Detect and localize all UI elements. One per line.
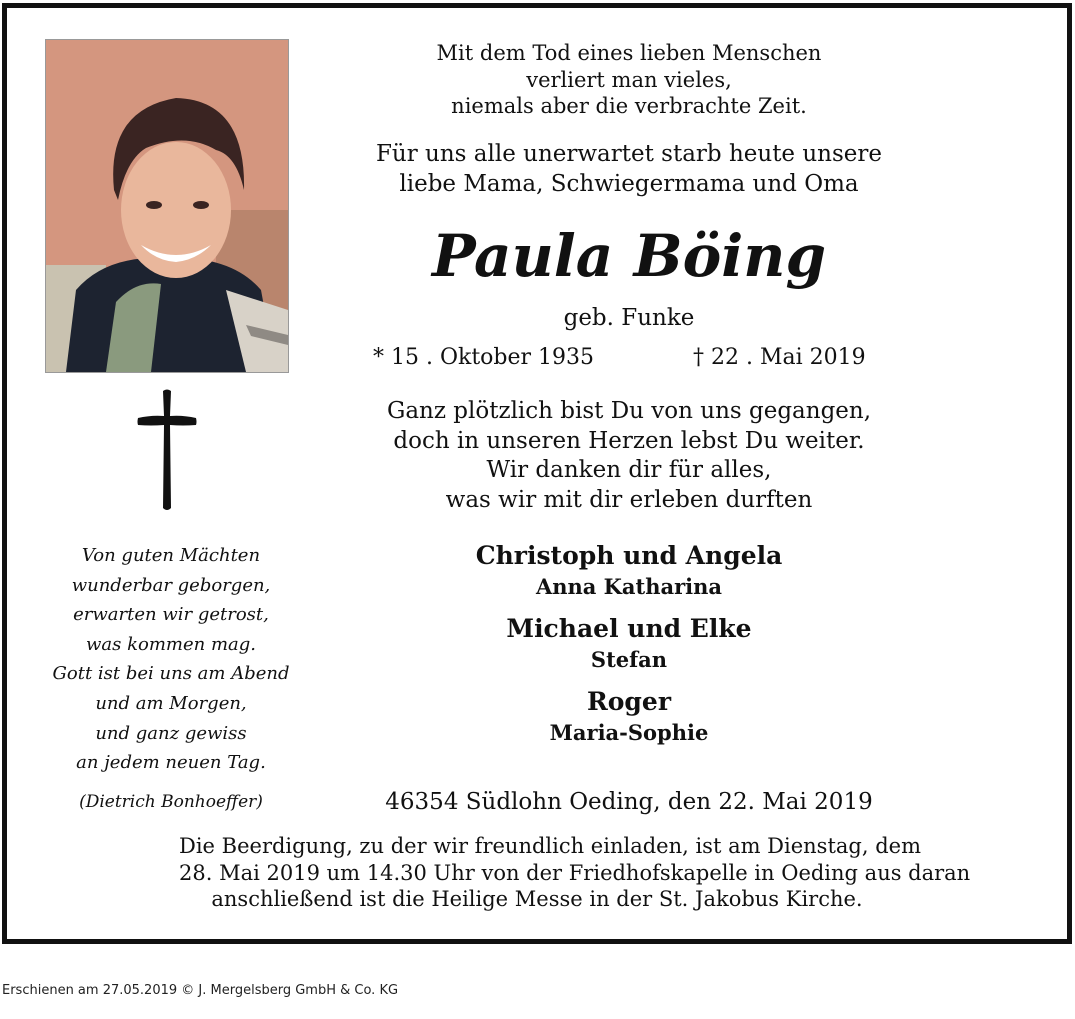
verse-line: Ganz plötzlich bist Du von uns gegangen, <box>386 398 872 424</box>
announcement-line: Für uns alle unerwartet starb heute unsere <box>375 141 883 167</box>
poem-line: erwarten wir getrost, <box>73 604 269 626</box>
poem-line: wunderbar geborgen, <box>71 574 271 596</box>
intro-line: niemals aber die verbrachte Zeit. <box>451 94 807 118</box>
publication-footer: Erschienen am 27.05.2019 © J. Mergelsberg GmbH & Co. KG <box>2 983 399 998</box>
burial-line: Die Beerdigung, zu der wir freundlich einladen, ist am Dienstag, dem <box>179 834 921 858</box>
poem-author: (Dietrich Bonhoeffer) <box>79 791 263 812</box>
burial-line: 28. Mai 2019 um 14.30 Uhr von der Friedhofskapelle in Oeding aus daran <box>179 860 971 885</box>
family-sub-name: Stefan <box>590 647 668 672</box>
family-main-name: Christoph und Angela <box>475 541 783 570</box>
bonhoeffer-poem <box>33 541 309 817</box>
family-main-name: Roger <box>586 687 671 716</box>
family-main-name: Michael und Elke <box>506 614 752 643</box>
deceased-name: Paula Böing <box>431 222 827 290</box>
intro-quote <box>329 40 929 120</box>
mourners-list <box>329 540 929 759</box>
burial-details <box>179 833 971 913</box>
farewell-verse <box>329 397 929 515</box>
obituary-notice <box>2 3 1072 944</box>
intro-line: Mit dem Tod eines lieben Menschen <box>436 41 822 65</box>
verse-line: doch in unseren Herzen lebst Du weiter. <box>393 427 865 454</box>
verse-line: was wir mit dir erleben durften <box>445 486 813 513</box>
verse-line: Wir danken dir für alles, <box>486 457 772 484</box>
poem-line: Von guten Mächten <box>81 545 261 566</box>
poem-line: an jedem neuen Tag. <box>76 752 266 774</box>
maiden-name: geb. Funke <box>563 305 695 331</box>
place-and-date: 46354 Südlohn Oeding, den 22. Mai 2019 <box>385 789 873 815</box>
portrait-illustration <box>46 40 288 372</box>
family-sub-name: Anna Katharina <box>535 574 723 599</box>
portrait-photo <box>45 39 289 373</box>
intro-line: verliert man vieles, <box>526 67 732 92</box>
latin-cross-icon <box>136 388 198 512</box>
birth-date: * 15 . Oktober 1935 <box>373 345 595 370</box>
family-sub-name: Maria-Sophie <box>549 720 709 745</box>
announcement <box>329 139 929 199</box>
burial-line: anschließend ist die Heilige Messe in der St. Jakobus Kirche. <box>211 887 863 911</box>
poem-line: und ganz gewiss <box>95 722 247 744</box>
death-date: † 22 . Mai 2019 <box>693 345 866 370</box>
poem-line: was kommen mag. <box>86 633 256 655</box>
poem-line: und am Morgen, <box>95 692 247 714</box>
poem-line: Gott ist bei uns am Abend <box>52 663 290 685</box>
announcement-line: liebe Mama, Schwiegermama und Oma <box>399 171 859 197</box>
